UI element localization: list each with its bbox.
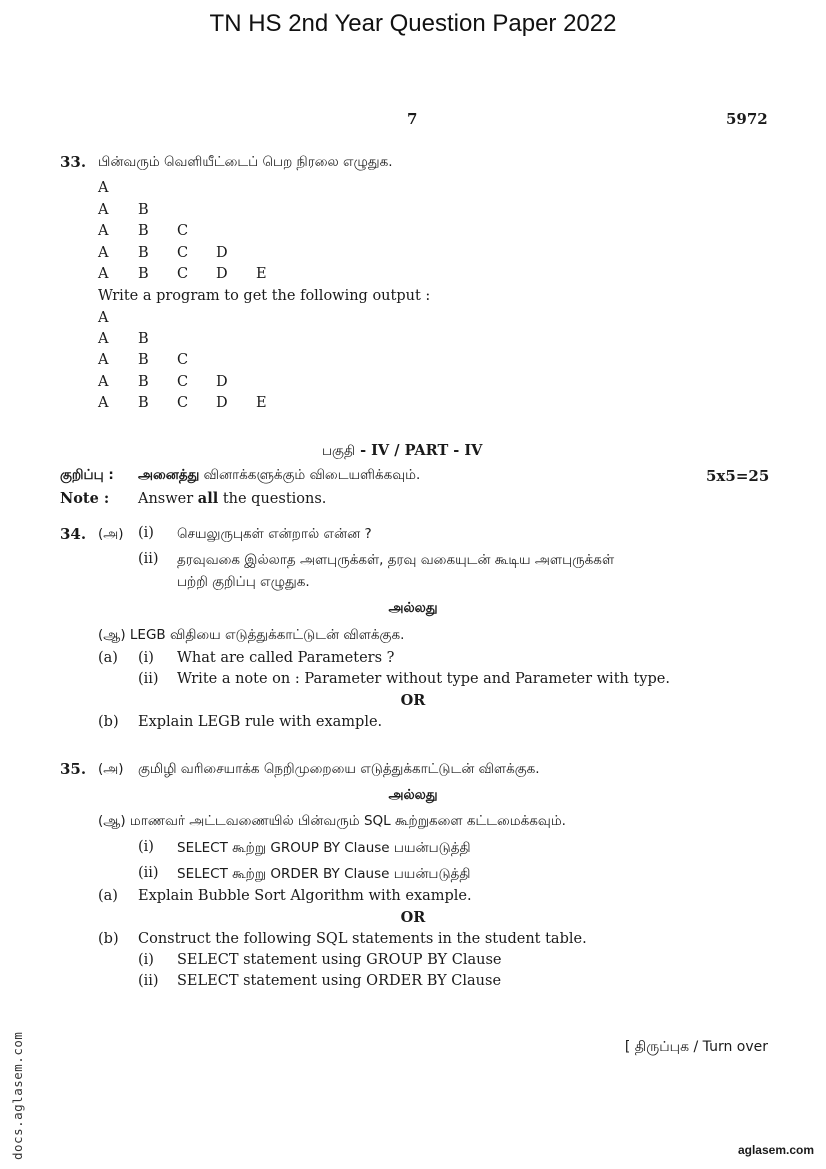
question-34-english-ii: Write a note on : Parameter without type and Parameter with type. xyxy=(177,671,670,687)
note-tamil-text xyxy=(138,467,420,485)
question-34-a-label-tamil: (அ) xyxy=(98,526,124,542)
or-tamil: அல்லது xyxy=(388,787,438,803)
question-35-b-label: (b) xyxy=(98,931,119,947)
pattern-letter: B xyxy=(138,374,149,390)
pattern-letter: B xyxy=(138,202,149,218)
note-english-pre: Answer xyxy=(138,491,198,507)
question-34-b-label: (b) xyxy=(98,714,119,730)
side-watermark: docs.aglasem.com xyxy=(10,1031,25,1160)
pattern-letter: A xyxy=(98,310,109,326)
part-marks: 5x5=25 xyxy=(706,467,770,485)
question-34-b-tamil: (ஆ) LEGB விதியை எடுத்துக்காட்டுடன் விளக்குக. xyxy=(98,627,405,643)
note-english-text xyxy=(138,490,326,507)
part-heading xyxy=(322,440,482,461)
pattern-letter: B xyxy=(138,352,149,368)
pattern-letter: A xyxy=(98,245,109,261)
question-34-english-b: Explain LEGB rule with example. xyxy=(138,714,383,730)
question-35-en-ii-label: (ii) xyxy=(138,973,159,989)
question-34-tamil-ii-line2: பற்றி குறிப்பு எழுதுக. xyxy=(177,574,310,590)
pattern-letter: A xyxy=(98,180,109,196)
paper-code: 5972 xyxy=(726,110,768,128)
pattern-letter: C xyxy=(177,395,189,411)
question-35-b-tamil: (ஆ) மாணவர் அட்டவணையில் பின்வரும் SQL கூற்றுகளை கட்டமைக்கவும். xyxy=(98,813,566,829)
question-34-english-i: What are called Parameters ? xyxy=(177,650,395,666)
question-35-tamil-a: குமிழி வரிசையாக்க நெறிமுறையை எடுத்துக்காட்டுடன் விளக்குக. xyxy=(138,761,540,777)
pattern-letter: B xyxy=(138,331,149,347)
question-35-tamil-ii: SELECT கூற்று ORDER BY Clause பயன்படுத்தி xyxy=(177,866,471,882)
question-35-tamil-i: SELECT கூற்று GROUP BY Clause பயன்படுத்தி xyxy=(177,840,471,856)
part-heading-tamil: பகுதி xyxy=(322,443,356,459)
question-35-english-a: Explain Bubble Sort Algorithm with example. xyxy=(138,888,472,904)
pattern-letter: E xyxy=(256,395,267,411)
pattern-letter: C xyxy=(177,245,189,261)
question-34-tamil-i: செயலுருபுகள் என்றால் என்ன ? xyxy=(177,526,372,542)
pattern-letter: D xyxy=(216,245,228,261)
pattern-letter: D xyxy=(216,266,228,282)
question-33-english: Write a program to get the following output : xyxy=(98,288,431,304)
pattern-letter: A xyxy=(98,395,109,411)
pattern-letter: A xyxy=(98,331,109,347)
page-number: 7 xyxy=(407,110,418,128)
document-title: TN HS 2nd Year Question Paper 2022 xyxy=(209,10,617,37)
pattern-letter: E xyxy=(256,266,267,282)
note-english-bold: all xyxy=(197,490,219,507)
pattern-letter: B xyxy=(138,223,149,239)
pattern-letter: C xyxy=(177,223,189,239)
pattern-letter: B xyxy=(138,395,149,411)
pattern-letter: D xyxy=(216,395,228,411)
question-33-tamil: பின்வரும் வெளியீட்டைப் பெற நிரலை எழுதுக. xyxy=(98,154,393,170)
pattern-letter: C xyxy=(177,266,189,282)
question-35-a-label-tamil: (அ) xyxy=(98,761,124,777)
or-english: OR xyxy=(400,692,426,709)
question-35-en-i-label: (i) xyxy=(138,952,154,968)
note-english-post: the questions. xyxy=(218,491,327,507)
question-34-tamil-ii-line1: தரவுவகை இல்லாத அளபுருக்கள், தரவு வகையுடன் கூடிய அளபுருக்கள் xyxy=(177,552,615,568)
pattern-letter: C xyxy=(177,352,189,368)
question-33-number: 33. xyxy=(60,153,87,171)
question-34-number: 34. xyxy=(60,525,87,543)
note-english-label: Note : xyxy=(60,490,110,507)
pattern-letter: D xyxy=(216,374,228,390)
turn-over-text: [ திருப்புக / Turn over xyxy=(624,1039,768,1055)
question-35-a-label: (a) xyxy=(98,888,118,904)
question-34-ii-label: (ii) xyxy=(138,551,159,567)
question-35-english-i: SELECT statement using GROUP BY Clause xyxy=(177,952,502,968)
pattern-letter: A xyxy=(98,352,109,368)
question-34-i-label: (i) xyxy=(138,525,154,541)
pattern-letter: A xyxy=(98,266,109,282)
question-35-ta-i-label: (i) xyxy=(138,839,154,855)
pattern-letter: C xyxy=(177,374,189,390)
or-tamil: அல்லது xyxy=(388,600,438,616)
pattern-letter: B xyxy=(138,245,149,261)
question-35-number: 35. xyxy=(60,760,87,778)
pattern-letter: A xyxy=(98,223,109,239)
part-heading-english: - IV / PART - IV xyxy=(355,442,483,459)
question-34-a-label: (a) xyxy=(98,650,118,666)
note-tamil-rest: வினாக்களுக்கும் விடையளிக்கவும். xyxy=(199,467,421,483)
question-34-en-ii-label: (ii) xyxy=(138,671,159,687)
question-35-english-ii: SELECT statement using ORDER BY Clause xyxy=(177,973,502,989)
question-35-english-b: Construct the following SQL statements in the student table. xyxy=(138,931,587,947)
pattern-letter: A xyxy=(98,202,109,218)
note-tamil-label: குறிப்பு : xyxy=(60,467,114,483)
turn-over xyxy=(625,1036,768,1057)
pattern-letter: B xyxy=(138,266,149,282)
question-34-en-i-label: (i) xyxy=(138,650,154,666)
pattern-letter: A xyxy=(98,374,109,390)
footer-site[interactable]: aglasem.com xyxy=(737,1143,814,1157)
note-tamil-bold: அனைத்து xyxy=(138,467,200,483)
question-35-ta-ii-label: (ii) xyxy=(138,865,159,881)
or-english: OR xyxy=(400,909,426,926)
